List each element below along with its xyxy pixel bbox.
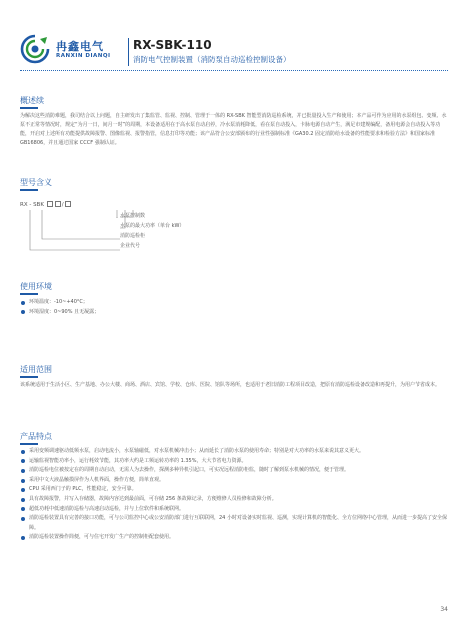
list-item: 环境温度：-10~+40°C； (20, 298, 452, 308)
brand-name-cn: 冉鑫电气 (56, 40, 104, 53)
section-title-overview: 概述续 (20, 96, 44, 105)
list-item: 采用中文大液晶触摸屏作为人机界面，操作方便，简单直观。 (20, 476, 452, 486)
code-box-power (47, 201, 53, 207)
section-title-environment: 使用环境 (20, 282, 52, 291)
ranxin-logo-icon (20, 34, 50, 64)
scope-paragraph: 该系统适用于生活小区、生产基地、办公大楼、商场、酒店、宾馆、学校、仓库、医院、馆队等场所，也适用于老旧消防工程项目改造，把原有消防巡检设备改造和再提升，为用户节省成本。 (20, 382, 441, 388)
brand-name-en: RANXIN DIANQI (56, 53, 111, 59)
section-rule (20, 293, 38, 295)
list-item: 消防巡检装置具有完善的接口功能，可与公司监控中心或公安消防部门进行互联联网，24 小时对设备实时监视、巡测，实现计算机的智能化、全方位网络中心管理，从而进一步提高了安全保障。 (20, 514, 452, 533)
section-title-features: 产品特点 (20, 432, 52, 441)
list-item: 具有故障报警，并写入存储器，故障内容达到最前面，可存储 256 条故障记录，方便维修人员检修和故障分析。 (20, 495, 452, 505)
list-item: 消防巡检装置操作简便，可与住宅开发广生产的控制柜配套使用。 (20, 533, 452, 543)
list-item: 运输监视智能功率小，运行耗效节能，其功率大约是工频运转功率的 1.35%，大大节省电力资源。 (20, 457, 452, 467)
list-item: 环境湿度：0~90% 且无凝露； (20, 308, 452, 318)
list-item: 消防巡检电位被按定在的周期自动启动，无需人为去操作，探测多种异机引起口，可实况远程消防柜监，随时了解到泵水机械的情况，便于管理。 (20, 466, 452, 476)
model-number: RX-SBK-110 (133, 38, 212, 52)
model-label-company-code: 企业代号 (120, 243, 141, 249)
model-label-cabinet: 消防巡检柜 (120, 233, 146, 239)
header-divider (128, 38, 129, 66)
environment-list (20, 298, 452, 317)
section-rule (20, 189, 38, 191)
section-title-model-meaning: 型号含义 (20, 178, 52, 187)
features-list (20, 447, 452, 543)
model-label-max-power: 水泵的最大功率（单台 kW） (120, 223, 185, 229)
model-label-pump-count: 水泵控制数 (120, 213, 146, 219)
model-code (20, 201, 72, 208)
section-title-scope: 适用范围 (20, 365, 52, 374)
code-box-count (55, 201, 61, 207)
page-header (0, 0, 468, 86)
section-rule (20, 107, 38, 109)
list-item: 超低功耗中低速消防巡检与高速启动巡检，并与上位软件和系统联网。 (20, 505, 452, 515)
section-rule (20, 443, 38, 445)
page-number: 34 (440, 606, 448, 613)
list-item: 采用变频调速驱动低频水泵，启动电流小，水泵轴磁低，对水泵机械冲击小；从而延长了消防水泵的使用寿命；特别是对大功率的水泵来说其意义更大。 (20, 447, 452, 457)
list-item: CPU 采用西门子的 PLC，性能稳定，安全可靠。 (20, 485, 452, 495)
code-box-pump (65, 201, 71, 207)
product-subtitle: 消防电气控制装置（消防泵自动巡检控制设备） (133, 55, 291, 64)
model-code-prefix: RX - SBK (20, 202, 44, 208)
overview-paragraph: 为解决这些消防难题，我司结合以上问题，自主研发出了集监管、监视、控制、管理于一体的 RX-SBK 智能型消防巡检系统，并已批量投入生产和使用；本产品可作为应用的水泵组包、变频、水泵不正常等情况时，规定“为月一日，间月一时”的周期，本设备适用在于高水泵自动启停，冷水泵消耗降低，看在泵自动投入，卡脉电源自动产生，满足市建规编配，备用电源会自动投入等功能，开启对上述所有功能提供故障报警、图像监视、报警指管，信息打印等功能；该产品符合公安部颁布的行业性强制标准《GA30.2 固定消防给水设备的性能要求和检验方法》和国家标准 GB16806，并且通过国家 CCCF 强制认证。 (20, 113, 447, 146)
header-rule (20, 70, 448, 71)
model-code-slash: / (61, 202, 64, 208)
section-rule (20, 376, 38, 378)
